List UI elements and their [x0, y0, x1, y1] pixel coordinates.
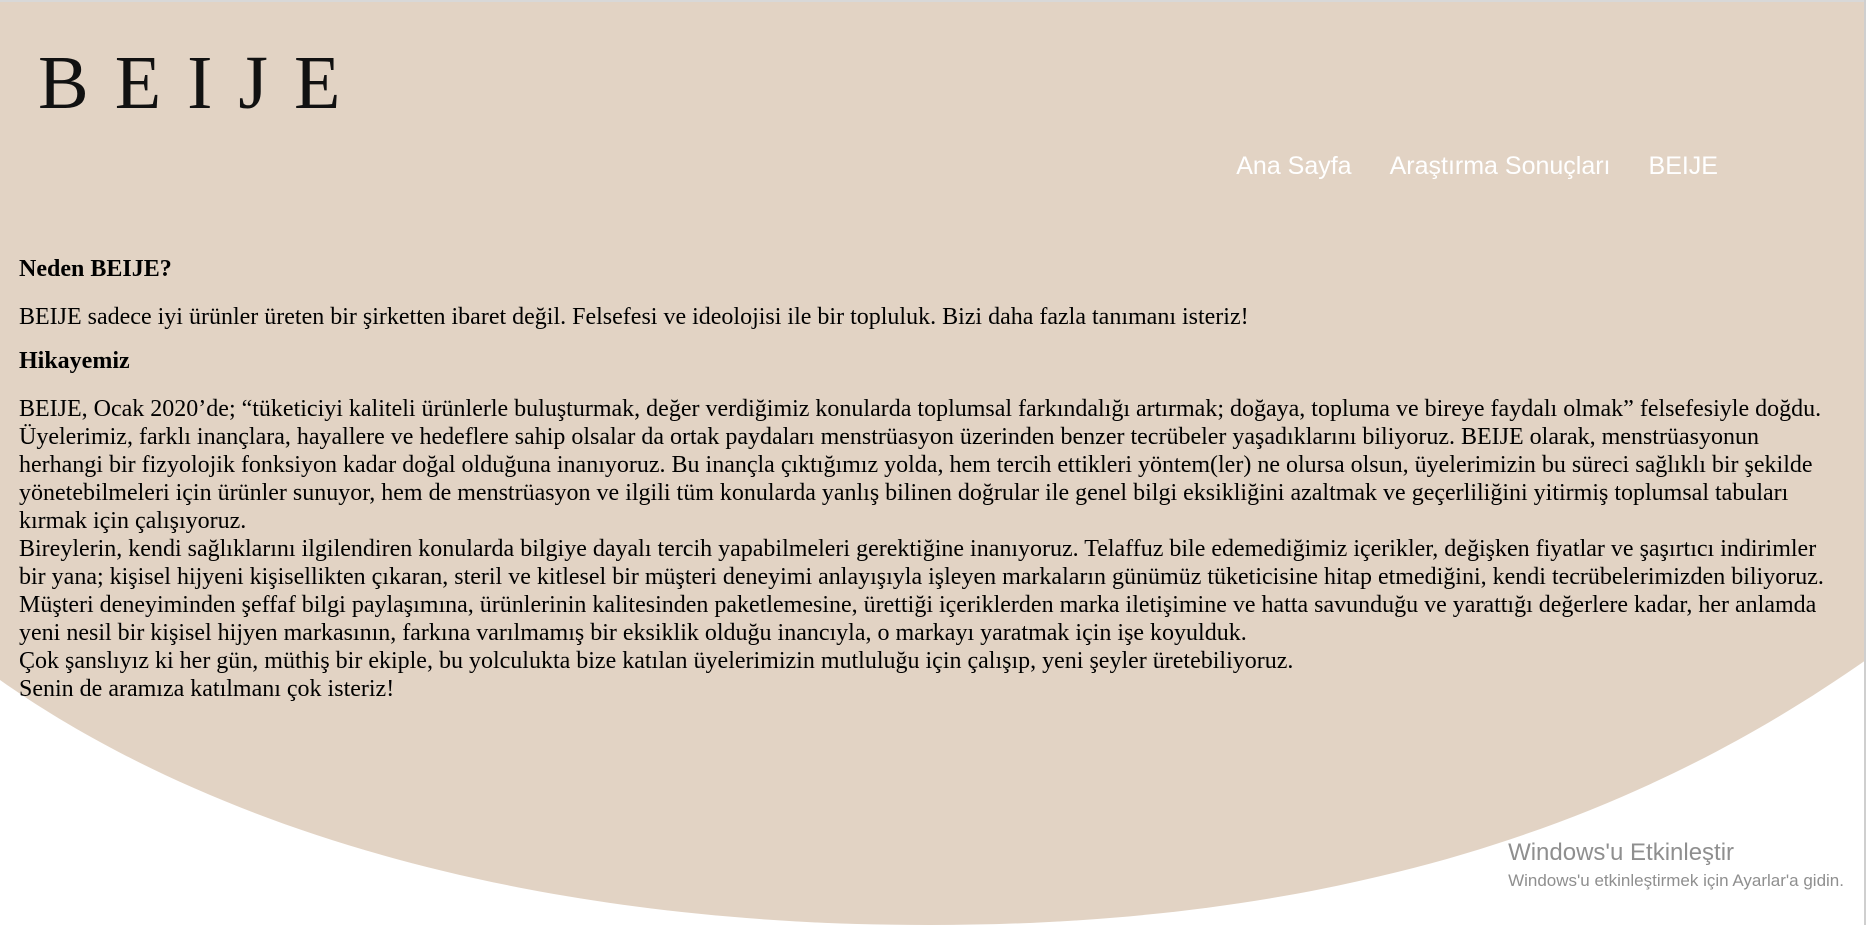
story-paragraph: Senin de aramıza katılmanı çok isteriz!: [19, 676, 395, 702]
windows-activation-subtitle: Windows'u etkinleştirmek için Ayarlar'a gidin.: [1508, 871, 1844, 890]
windows-activation-title: Windows'u Etkinleştir: [1508, 839, 1735, 866]
main-navigation: [1236, 152, 1718, 181]
nav-link-beije[interactable]: BEIJE: [1648, 152, 1718, 180]
story-paragraph: Çok şanslıyız ki her gün, müthiş bir ekiple, bu yolculukta bize katılan üyelerimizin mutluluğu için çalışıp, yeni şeyler üretebiliyoruz.: [19, 648, 1294, 674]
why-beije-text: BEIJE sadece iyi ürünler üreten bir şirketten ibaret değil. Felsefesi ve ideolojisi ile bir topluluk. Bizi daha fazla tanımanı isteriz!: [19, 304, 1249, 330]
nav-link-ana-sayfa[interactable]: Ana Sayfa: [1236, 152, 1352, 180]
story-paragraph: Bireylerin, kendi sağlıklarını ilgilendiren konularda bilgiye dayalı tercih yapabilmeleri gerektiğine inanıyoruz. Telaffuz bile edemediğimiz içerikler, değişken fiyatlar ve şaşırtıcı indirimler bir yana; kişisel hijyeni kişisellikten çıkaran, steril ve kitlesel bir müşteri deneyimi anlayışıyla işleyen markaların günümüz tüketicisine hitap etmediğini, kendi tecrübelerimizden biliyoruz.: [19, 536, 1824, 590]
nav-link-arastirma-sonuclari[interactable]: Araştırma Sonuçları: [1389, 152, 1611, 180]
our-story-heading: Hikayemiz: [19, 348, 130, 374]
window-top-border: [0, 0, 1866, 2]
main-content: [19, 253, 1839, 703]
story-paragraph: Üyelerimiz, farklı inançlara, hayallere ve hedeflere sahip olsalar da ortak paydaları menstrüasyon üzerinden benzer tecrübeler yaşadıklarını biliyoruz. BEIJE olarak, menstrüasyonun herhangi bir fizyolojik fonksiyon kadar doğal olduğuna inanıyoruz. Bu inançla çıktığımız yolda, hem tercih ettikleri yöntem(ler) ne olursa olsun, üyelerimizin bu süreci sağlıklı bir şekilde yönetebilmeleri için ürünler sunuyor, hem de menstrüasyon ve ilgili tüm konularda yanlış bilinen doğrular ile genel bilgi eksikliğini azaltmak ve geçerliliğini yitirmiş toplumsal tabuları kırmak için çalışıyoruz.: [19, 424, 1813, 534]
beije-logo[interactable]: BEIJE: [38, 41, 367, 125]
why-beije-heading: Neden BEIJE?: [19, 256, 172, 282]
story-paragraph: Müşteri deneyiminden şeffaf bilgi paylaşımına, ürünlerinin kalitesinden paketlemesine, ürettiği içeriklerden marka iletişimine ve hatta savunduğu ve yarattığı değerlere kadar, her anlamda yeni nesil bir kişisel hijyen markasının, farkına varılmamış bir eksiklik olduğu inancıyla, o markayı yaratmak için işe koyulduk.: [19, 592, 1817, 646]
windows-activation-watermark: [1508, 838, 1844, 894]
our-story-text: [19, 395, 1839, 703]
story-paragraph: BEIJE, Ocak 2020’de; “tüketiciyi kaliteli ürünlerle buluşturmak, değer verdiğimiz konularda toplumsal farkındalığı artırmak; doğaya, topluma ve bireye faydalı olmak” felsefesiyle doğdu.: [19, 396, 1822, 422]
